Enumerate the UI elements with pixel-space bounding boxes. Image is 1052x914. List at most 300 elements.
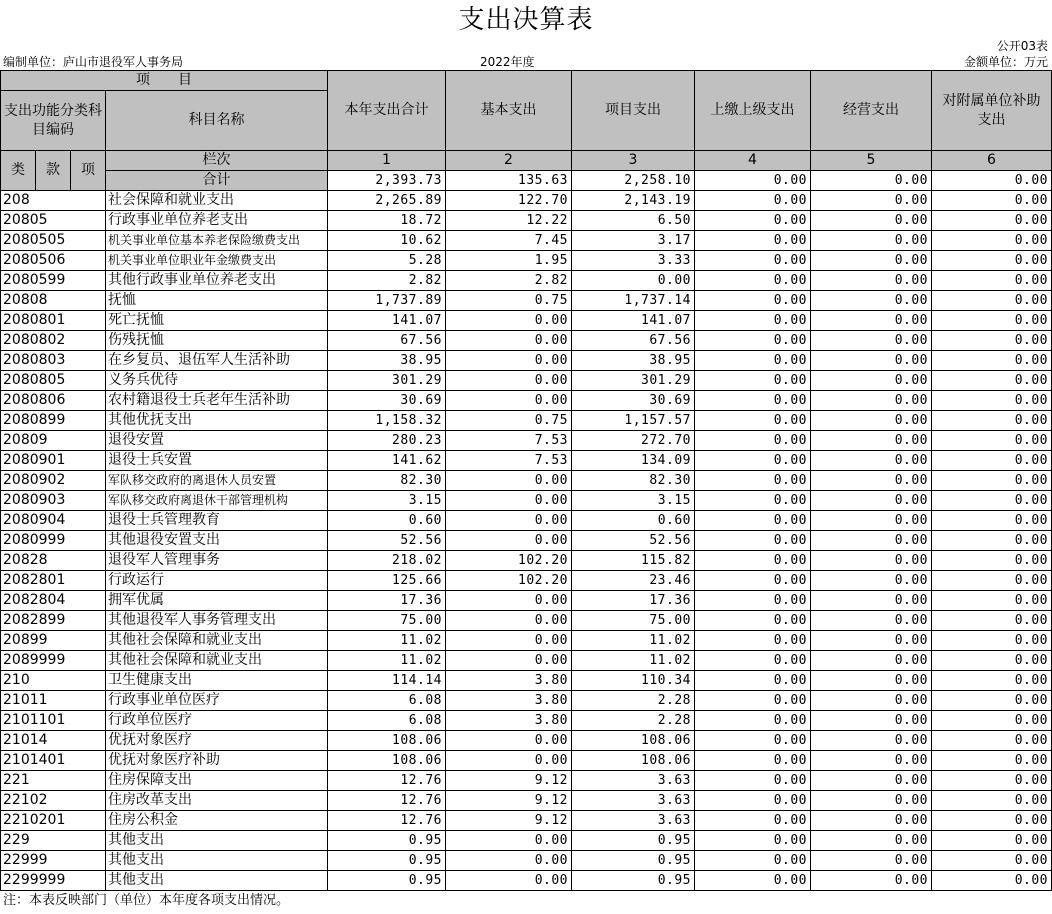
row-code: 20805 (1, 211, 106, 231)
row-value-col4: 0.00 (695, 631, 811, 651)
row-code: 2299999 (1, 871, 106, 891)
row-value-col2: 9.12 (446, 811, 572, 831)
col-number-6: 6 (932, 151, 1052, 171)
row-value-col5: 0.00 (811, 331, 932, 351)
row-value-col1: 5.28 (328, 251, 446, 271)
row-value-col6: 0.00 (932, 351, 1052, 371)
row-value-col4: 0.00 (695, 751, 811, 771)
row-value-col6: 0.00 (932, 491, 1052, 511)
row-value-col5: 0.00 (811, 211, 932, 231)
row-value-col4: 0.00 (695, 671, 811, 691)
row-value-col6: 0.00 (932, 671, 1052, 691)
row-value-col3: 82.30 (572, 471, 695, 491)
header-col2: 基本支出 (446, 71, 572, 151)
total-col5: 0.00 (811, 171, 932, 191)
table-row (1, 631, 1052, 651)
row-value-col5: 0.00 (811, 591, 932, 611)
row-value-col5: 0.00 (811, 471, 932, 491)
row-value-col5: 0.00 (811, 691, 932, 711)
row-value-col3: 3.63 (572, 791, 695, 811)
row-value-col5: 0.00 (811, 631, 932, 651)
row-value-col6: 0.00 (932, 211, 1052, 231)
table-row (1, 571, 1052, 591)
row-value-col4: 0.00 (695, 511, 811, 531)
row-value-col4: 0.00 (695, 531, 811, 551)
row-value-col1: 18.72 (328, 211, 446, 231)
total-col4: 0.00 (695, 171, 811, 191)
amount-unit: 金额单位：万元 (963, 55, 1048, 69)
row-value-col2: 9.12 (446, 791, 572, 811)
row-value-col6: 0.00 (932, 451, 1052, 471)
row-value-col6: 0.00 (932, 431, 1052, 451)
row-code: 2080806 (1, 391, 106, 411)
row-value-col6: 0.00 (932, 851, 1052, 871)
row-name: 其他退役安置支出 (106, 531, 328, 551)
row-name: 卫生健康支出 (106, 671, 328, 691)
row-value-col2: 0.00 (446, 391, 572, 411)
row-value-col2: 0.00 (446, 531, 572, 551)
table-row (1, 391, 1052, 411)
row-value-col4: 0.00 (695, 231, 811, 251)
row-code: 2080805 (1, 371, 106, 391)
row-value-col3: 115.82 (572, 551, 695, 571)
row-value-col5: 0.00 (811, 871, 932, 891)
row-value-col1: 17.36 (328, 591, 446, 611)
row-value-col1: 0.95 (328, 851, 446, 871)
table-row (1, 691, 1052, 711)
row-value-col4: 0.00 (695, 371, 811, 391)
row-value-col1: 141.07 (328, 311, 446, 331)
row-value-col6: 0.00 (932, 411, 1052, 431)
row-value-col5: 0.00 (811, 191, 932, 211)
row-name: 抚恤 (106, 291, 328, 311)
row-name: 其他退役军人事务管理支出 (106, 611, 328, 631)
row-value-col1: 218.02 (328, 551, 446, 571)
row-value-col6: 0.00 (932, 511, 1052, 531)
header-lei: 类 (1, 151, 36, 191)
header-col3: 项目支出 (572, 71, 695, 151)
table-row (1, 431, 1052, 451)
row-code: 2101101 (1, 711, 106, 731)
row-code: 20899 (1, 631, 106, 651)
table-row (1, 351, 1052, 371)
table-row (1, 271, 1052, 291)
row-name: 其他支出 (106, 831, 328, 851)
total-col6: 0.00 (932, 171, 1052, 191)
table-row (1, 511, 1052, 531)
table-row (1, 471, 1052, 491)
row-value-col5: 0.00 (811, 671, 932, 691)
row-value-col4: 0.00 (695, 471, 811, 491)
row-value-col1: 280.23 (328, 431, 446, 451)
row-value-col6: 0.00 (932, 711, 1052, 731)
row-value-col4: 0.00 (695, 651, 811, 671)
row-name: 军队移交政府离退休干部管理机构 (106, 491, 328, 511)
row-value-col3: 30.69 (572, 391, 695, 411)
row-name: 其他支出 (106, 871, 328, 891)
row-value-col6: 0.00 (932, 831, 1052, 851)
row-name: 行政运行 (106, 571, 328, 591)
row-code: 22999 (1, 851, 106, 871)
row-value-col6: 0.00 (932, 191, 1052, 211)
header-code: 支出功能分类科目编码 (1, 91, 106, 151)
row-value-col6: 0.00 (932, 791, 1052, 811)
table-row (1, 651, 1052, 671)
row-value-col4: 0.00 (695, 691, 811, 711)
row-value-col1: 108.06 (328, 751, 446, 771)
row-value-col2: 0.00 (446, 611, 572, 631)
row-value-col2: 12.22 (446, 211, 572, 231)
row-value-col1: 38.95 (328, 351, 446, 371)
table-row (1, 791, 1052, 811)
row-name: 行政事业单位养老支出 (106, 211, 328, 231)
total-col3: 2,258.10 (572, 171, 695, 191)
total-col1: 2,393.73 (328, 171, 446, 191)
row-value-col6: 0.00 (932, 231, 1052, 251)
row-value-col3: 67.56 (572, 331, 695, 351)
row-value-col2: 0.00 (446, 751, 572, 771)
table-row (1, 531, 1052, 551)
row-value-col5: 0.00 (811, 711, 932, 731)
row-name: 其他支出 (106, 851, 328, 871)
row-value-col2: 0.00 (446, 851, 572, 871)
row-value-col5: 0.00 (811, 531, 932, 551)
row-value-col3: 108.06 (572, 751, 695, 771)
row-value-col4: 0.00 (695, 591, 811, 611)
row-value-col1: 30.69 (328, 391, 446, 411)
row-value-col2: 102.20 (446, 551, 572, 571)
row-value-col4: 0.00 (695, 791, 811, 811)
row-value-col1: 75.00 (328, 611, 446, 631)
row-value-col4: 0.00 (695, 551, 811, 571)
row-code: 2080506 (1, 251, 106, 271)
row-value-col1: 0.60 (328, 511, 446, 531)
row-value-col4: 0.00 (695, 711, 811, 731)
table-row (1, 831, 1052, 851)
row-value-col4: 0.00 (695, 451, 811, 471)
row-code: 22102 (1, 791, 106, 811)
row-value-col2: 0.00 (446, 631, 572, 651)
row-value-col3: 17.36 (572, 591, 695, 611)
header-xiang: 项 (71, 151, 106, 191)
table-row (1, 751, 1052, 771)
row-value-col2: 7.53 (446, 431, 572, 451)
col-number-1: 1 (328, 151, 446, 171)
table-row (1, 311, 1052, 331)
row-value-col4: 0.00 (695, 811, 811, 831)
row-value-col3: 110.34 (572, 671, 695, 691)
row-name: 其他社会保障和就业支出 (106, 631, 328, 651)
row-value-col5: 0.00 (811, 271, 932, 291)
row-value-col3: 2.28 (572, 711, 695, 731)
row-value-col4: 0.00 (695, 731, 811, 751)
row-value-col3: 108.06 (572, 731, 695, 751)
row-value-col3: 0.95 (572, 831, 695, 851)
row-value-col1: 11.02 (328, 651, 446, 671)
row-name: 义务兵优待 (106, 371, 328, 391)
row-value-col1: 301.29 (328, 371, 446, 391)
row-value-col6: 0.00 (932, 871, 1052, 891)
row-value-col6: 0.00 (932, 251, 1052, 271)
row-code: 2080505 (1, 231, 106, 251)
row-value-col6: 0.00 (932, 651, 1052, 671)
row-name: 社会保障和就业支出 (106, 191, 328, 211)
row-value-col2: 0.00 (446, 591, 572, 611)
row-value-col1: 0.95 (328, 831, 446, 851)
row-value-col6: 0.00 (932, 531, 1052, 551)
row-value-col4: 0.00 (695, 831, 811, 851)
row-code: 2080899 (1, 411, 106, 431)
row-value-col4: 0.00 (695, 311, 811, 331)
row-value-col1: 2,265.89 (328, 191, 446, 211)
row-value-col1: 0.95 (328, 871, 446, 891)
row-value-col5: 0.00 (811, 451, 932, 471)
row-code: 21011 (1, 691, 106, 711)
row-code: 2080904 (1, 511, 106, 531)
row-value-col3: 3.15 (572, 491, 695, 511)
row-code: 2080999 (1, 531, 106, 551)
row-name: 行政单位医疗 (106, 711, 328, 731)
row-value-col3: 38.95 (572, 351, 695, 371)
row-value-col2: 3.80 (446, 711, 572, 731)
row-value-col4: 0.00 (695, 431, 811, 451)
total-label: 合计 (106, 171, 328, 191)
row-value-col3: 11.02 (572, 651, 695, 671)
row-code: 20828 (1, 551, 106, 571)
row-value-col5: 0.00 (811, 651, 932, 671)
row-value-col3: 3.33 (572, 251, 695, 271)
row-value-col4: 0.00 (695, 611, 811, 631)
row-value-col1: 1,737.89 (328, 291, 446, 311)
row-value-col2: 102.20 (446, 571, 572, 591)
row-name: 行政事业单位医疗 (106, 691, 328, 711)
row-value-col4: 0.00 (695, 851, 811, 871)
row-value-col5: 0.00 (811, 851, 932, 871)
row-value-col5: 0.00 (811, 571, 932, 591)
row-code: 210 (1, 671, 106, 691)
row-code: 2080801 (1, 311, 106, 331)
row-value-col2: 0.00 (446, 471, 572, 491)
header-col1: 本年支出合计 (328, 71, 446, 151)
compiling-unit: 编制单位：庐山市退役军人事务局 (3, 55, 184, 69)
col-number-4: 4 (695, 151, 811, 171)
row-value-col2: 0.75 (446, 291, 572, 311)
table-row (1, 551, 1052, 571)
row-value-col4: 0.00 (695, 351, 811, 371)
table-row (1, 211, 1052, 231)
row-value-col5: 0.00 (811, 731, 932, 751)
row-value-col3: 0.00 (572, 271, 695, 291)
row-value-col3: 3.17 (572, 231, 695, 251)
table-row (1, 231, 1052, 251)
row-value-col5: 0.00 (811, 831, 932, 851)
row-value-col3: 1,737.14 (572, 291, 695, 311)
table-row (1, 451, 1052, 471)
row-value-col4: 0.00 (695, 211, 811, 231)
row-value-col3: 301.29 (572, 371, 695, 391)
row-value-col5: 0.00 (811, 411, 932, 431)
row-code: 20809 (1, 431, 106, 451)
row-value-col2: 7.53 (446, 451, 572, 471)
row-value-col1: 2.82 (328, 271, 446, 291)
row-name: 退役军人管理事务 (106, 551, 328, 571)
row-value-col4: 0.00 (695, 571, 811, 591)
row-code: 2080802 (1, 331, 106, 351)
row-name: 住房公积金 (106, 811, 328, 831)
row-value-col6: 0.00 (932, 631, 1052, 651)
row-value-col6: 0.00 (932, 371, 1052, 391)
row-value-col2: 0.00 (446, 511, 572, 531)
row-value-col4: 0.00 (695, 251, 811, 271)
row-value-col4: 0.00 (695, 291, 811, 311)
row-code: 2080902 (1, 471, 106, 491)
row-value-col6: 0.00 (932, 731, 1052, 751)
expenditure-table (0, 70, 1052, 891)
row-value-col2: 0.00 (446, 371, 572, 391)
row-value-col1: 52.56 (328, 531, 446, 551)
row-code: 2080599 (1, 271, 106, 291)
row-code: 20808 (1, 291, 106, 311)
row-value-col1: 141.62 (328, 451, 446, 471)
page-title: 支出决算表 (458, 5, 594, 35)
row-name: 其他社会保障和就业支出 (106, 651, 328, 671)
row-value-col5: 0.00 (811, 511, 932, 531)
row-value-col6: 0.00 (932, 551, 1052, 571)
row-value-col6: 0.00 (932, 771, 1052, 791)
row-value-col2: 1.95 (446, 251, 572, 271)
row-name: 伤残抚恤 (106, 331, 328, 351)
row-value-col5: 0.00 (811, 791, 932, 811)
footer-note: 注：本表反映部门（单位）本年度各项支出情况。 (3, 893, 290, 908)
header-item: 项 目 (1, 71, 328, 91)
row-value-col1: 3.15 (328, 491, 446, 511)
row-value-col3: 0.95 (572, 851, 695, 871)
row-code: 2082899 (1, 611, 106, 631)
row-value-col4: 0.00 (695, 771, 811, 791)
table-row (1, 251, 1052, 271)
row-value-col1: 12.76 (328, 811, 446, 831)
row-value-col4: 0.00 (695, 411, 811, 431)
row-value-col4: 0.00 (695, 491, 811, 511)
row-code: 2082801 (1, 571, 106, 591)
row-name: 优抚对象医疗补助 (106, 751, 328, 771)
row-value-col6: 0.00 (932, 311, 1052, 331)
row-value-col2: 0.00 (446, 491, 572, 511)
row-code: 2210201 (1, 811, 106, 831)
row-value-col5: 0.00 (811, 371, 932, 391)
row-value-col1: 10.62 (328, 231, 446, 251)
row-value-col5: 0.00 (811, 391, 932, 411)
row-value-col3: 6.50 (572, 211, 695, 231)
row-name: 优抚对象医疗 (106, 731, 328, 751)
row-value-col3: 2,143.19 (572, 191, 695, 211)
row-value-col3: 0.60 (572, 511, 695, 531)
row-value-col4: 0.00 (695, 191, 811, 211)
table-row (1, 851, 1052, 871)
row-value-col6: 0.00 (932, 751, 1052, 771)
row-name: 退役士兵安置 (106, 451, 328, 471)
row-name: 机关事业单位职业年金缴费支出 (106, 251, 328, 271)
row-name: 退役士兵管理教育 (106, 511, 328, 531)
col-number-5: 5 (811, 151, 932, 171)
row-value-col4: 0.00 (695, 331, 811, 351)
row-name: 军队移交政府的离退休人员安置 (106, 471, 328, 491)
row-value-col3: 141.07 (572, 311, 695, 331)
row-value-col5: 0.00 (811, 231, 932, 251)
row-value-col3: 3.63 (572, 811, 695, 831)
row-value-col1: 1,158.32 (328, 411, 446, 431)
table-row (1, 671, 1052, 691)
table-row (1, 711, 1052, 731)
header-col4: 上缴上级支出 (695, 71, 811, 151)
header-kuan: 款 (36, 151, 71, 191)
row-value-col5: 0.00 (811, 291, 932, 311)
row-name: 退役安置 (106, 431, 328, 451)
row-value-col1: 6.08 (328, 711, 446, 731)
row-value-col5: 0.00 (811, 491, 932, 511)
row-name: 机关事业单位基本养老保险缴费支出 (106, 231, 328, 251)
row-value-col3: 1,157.57 (572, 411, 695, 431)
row-value-col2: 7.45 (446, 231, 572, 251)
row-value-col1: 82.30 (328, 471, 446, 491)
col-number-3: 3 (572, 151, 695, 171)
row-value-col2: 9.12 (446, 771, 572, 791)
fiscal-year: 2022年度 (480, 55, 535, 69)
row-value-col2: 2.82 (446, 271, 572, 291)
row-value-col5: 0.00 (811, 251, 932, 271)
row-value-col1: 6.08 (328, 691, 446, 711)
row-value-col3: 75.00 (572, 611, 695, 631)
row-value-col2: 0.00 (446, 351, 572, 371)
row-value-col5: 0.00 (811, 351, 932, 371)
row-value-col3: 11.02 (572, 631, 695, 651)
row-value-col1: 67.56 (328, 331, 446, 351)
row-value-col5: 0.00 (811, 771, 932, 791)
row-value-col3: 134.09 (572, 451, 695, 471)
row-value-col2: 122.70 (446, 191, 572, 211)
table-row (1, 291, 1052, 311)
row-value-col4: 0.00 (695, 871, 811, 891)
row-code: 208 (1, 191, 106, 211)
row-value-col1: 114.14 (328, 671, 446, 691)
row-value-col3: 0.95 (572, 871, 695, 891)
table-row (1, 191, 1052, 211)
row-value-col6: 0.00 (932, 811, 1052, 831)
table-row (1, 331, 1052, 351)
total-col2: 135.63 (446, 171, 572, 191)
row-value-col2: 0.00 (446, 871, 572, 891)
row-value-col2: 0.00 (446, 331, 572, 351)
row-code: 2089999 (1, 651, 106, 671)
row-value-col6: 0.00 (932, 591, 1052, 611)
row-value-col2: 3.80 (446, 691, 572, 711)
row-value-col1: 12.76 (328, 791, 446, 811)
row-value-col2: 0.00 (446, 731, 572, 751)
table-row (1, 611, 1052, 631)
row-name: 其他优抚支出 (106, 411, 328, 431)
row-value-col2: 0.75 (446, 411, 572, 431)
table-row (1, 871, 1052, 891)
row-value-col5: 0.00 (811, 551, 932, 571)
table-row (1, 811, 1052, 831)
table-row (1, 371, 1052, 391)
table-row (1, 411, 1052, 431)
table-row (1, 491, 1052, 511)
row-value-col3: 3.63 (572, 771, 695, 791)
row-name: 住房改革支出 (106, 791, 328, 811)
row-name: 其他行政事业单位养老支出 (106, 271, 328, 291)
row-name: 死亡抚恤 (106, 311, 328, 331)
